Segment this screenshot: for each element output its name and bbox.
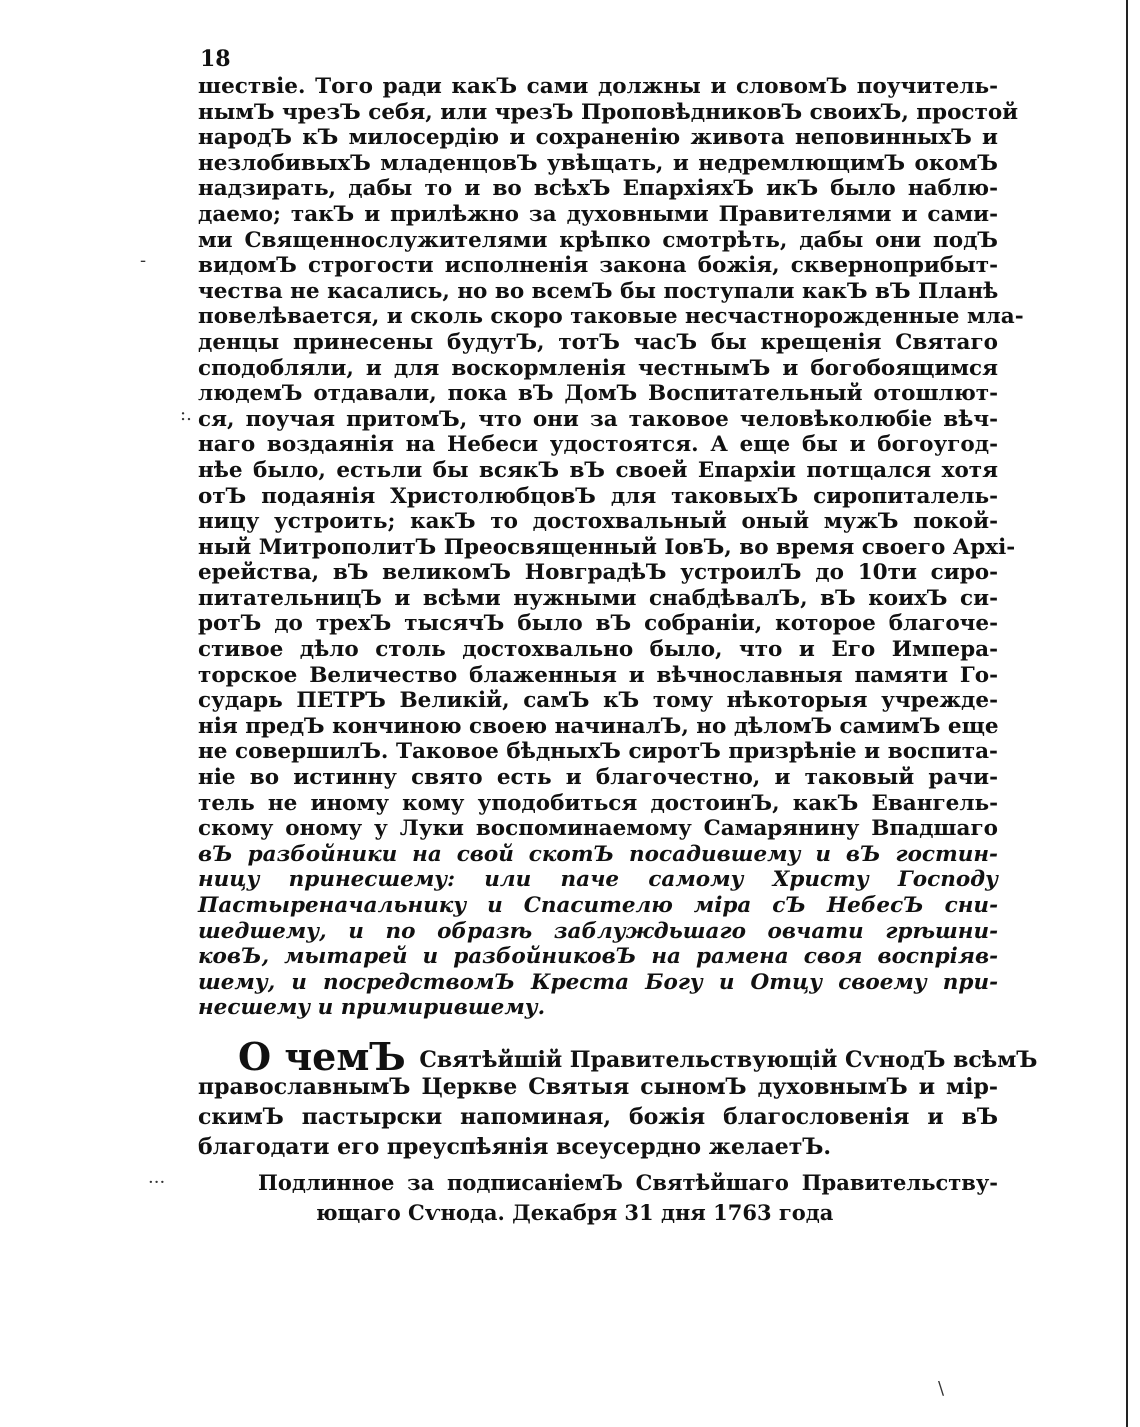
text-line: ницу устроить; какЪ то достохвальный оный мужЪ покой- [198,509,998,535]
signature-note [258,1168,998,1228]
text-line-italic: вЪ разбойники на свой скотЪ посадившему и вЪ гостин- [198,841,998,867]
closing-initial: О чемЪ [238,1034,406,1079]
text-line: наго воздаянія на Небеси удостоятся. А еще бы и богоугод- [198,432,998,458]
text-line: ный МитрополитЪ Преосвященный ІовЪ, во время своего Архі- [198,534,1016,560]
page-edge-rule [1126,0,1128,1427]
text-line-italic: Пастыреначальнику и Спасителю міра сЪ НебесЪ сни- [198,893,998,918]
text-line: нѣе было, естьли бы всякЪ вЪ своей Епархіи потщался хотя [198,457,998,483]
text-line: не совершилЪ. Таковое бѣдныхЪ сиротЪ призрѣніе и воспита- [198,739,998,765]
closing-line: скимЪ пастырски напоминая, божія благословенія и вЪ [198,1104,998,1130]
text-line: чества не касались, но во всемЪ бы поступали какЪ вЪ Планѣ [198,278,999,304]
body-text [198,74,1024,1021]
signature-line: Подлинное за подписаніемЪ Святѣйшаго Правительству- [258,1170,998,1195]
text-line-italic: шедшему, и по образѣ заблуждьшаго овчати грѣшни- [198,918,998,944]
text-line: повелѣвается, и сколь скоро таковые несчастнорожденные мла- [198,304,1024,330]
text-line: тель не иному кому уподобиться достоинЪ, какЪ Евангель- [198,790,998,816]
text-line: видомЪ строгости исполненія закона божія, скверноприбыт- [198,253,998,279]
closing-line: благодати его преуспѣянія всеусердно желаетЪ. [198,1134,832,1160]
text-line: ерейства, вЪ великомЪ НовградѣЪ устроилЪ до 10ти сиро- [198,560,998,586]
text-line-italic: ковЪ, мытарей и разбойниковЪ на рамена своя воспріяв- [198,944,998,970]
text-line: денцы принесены будутЪ, тотЪ часЪ бы крещенія Святаго [198,329,998,355]
text-line: нія предЪ кончиною своею начиналЪ, но дѣломЪ самимЪ еще [198,713,999,739]
text-line: ся, поучая притомЪ, что они за таковое человѣколюбіе вѣч- [198,406,998,432]
text-line: людемЪ отдавали, пока вЪ ДомЪ Воспитательный отошлют- [198,381,998,407]
text-line: ротЪ до трехЪ тысячЪ было вЪ собраніи, которое благоче- [198,611,998,637]
text-line: незлобивыхЪ младенцовЪ увѣщать, и недремлющимЪ окомЪ [198,150,998,176]
text-line: надзирать, дабы то и во всѣхЪ ЕпархіяхЪ икЪ было наблю- [198,176,998,202]
closing-line-first [198,1034,1038,1079]
text-line: торское Величество блаженныя и вѣчнославныя памяти Го- [198,662,998,688]
text-line: ніе во истинну свято есть и благочестно, и таковый рачи- [198,765,998,791]
text-line: ми Священнослужителями крѣпко смотрѣть, дабы они подЪ [198,227,998,253]
text-line: шествіе. Того ради какЪ сами должны и словомЪ поучитель- [198,74,998,99]
scan-speck: ··· [148,1172,166,1193]
signature-line: ющаго Сѵнода. Декабря 31 дня 1763 года [316,1200,834,1225]
text-line: сподобляли, и для воскормленія честнымЪ и богобоящимся [198,355,998,381]
text-line: скому оному у Луки воспоминаемому Самарянину Впадшаго [198,816,998,842]
text-line-italic: шему, и посредствомЪ Креста Богу и Отцу своему при- [198,969,998,995]
text-line: сударь ПЕТРЪ Великій, самЪ кЪ тому нѣкоторыя учрежде- [198,688,998,714]
closing-line: православнымЪ Церкве Святыя сыномЪ духовнымЪ и мір- [198,1074,998,1100]
text-line-italic: несшему и примирившему. [198,995,546,1021]
page-number: 18 [200,46,231,72]
text-line: даемо; такЪ и прилѣжно за духовными Правителями и сами- [198,201,998,227]
scan-speck: :. [180,404,192,425]
text-line: нымЪ чрезЪ себя, или чрезЪ ПроповѣдниковЪ своихЪ, простой [198,99,1019,125]
text-line: отЪ подаянія ХристолюбцовЪ для таковыхЪ сиропиталель- [198,483,998,509]
text-line: питательницЪ и всѣми нужными снабдѣвалЪ, вЪ коихЪ си- [198,585,998,611]
scan-speck: - [140,250,147,271]
closing-line: Святѣйшій Правительствующій СѵнодЪ всѣмЪ [419,1047,1038,1073]
closing-paragraph [198,1034,1038,1162]
scan-speck: \ [938,1378,945,1399]
text-line: стивое дѣло столь достохвально было, что и Его Импера- [198,637,998,663]
text-line-italic: ницу принесшему: или паче самому Христу Господу [198,867,998,893]
text-line: народЪ кЪ милосердію и сохраненію живота неповинныхЪ и [198,125,998,151]
